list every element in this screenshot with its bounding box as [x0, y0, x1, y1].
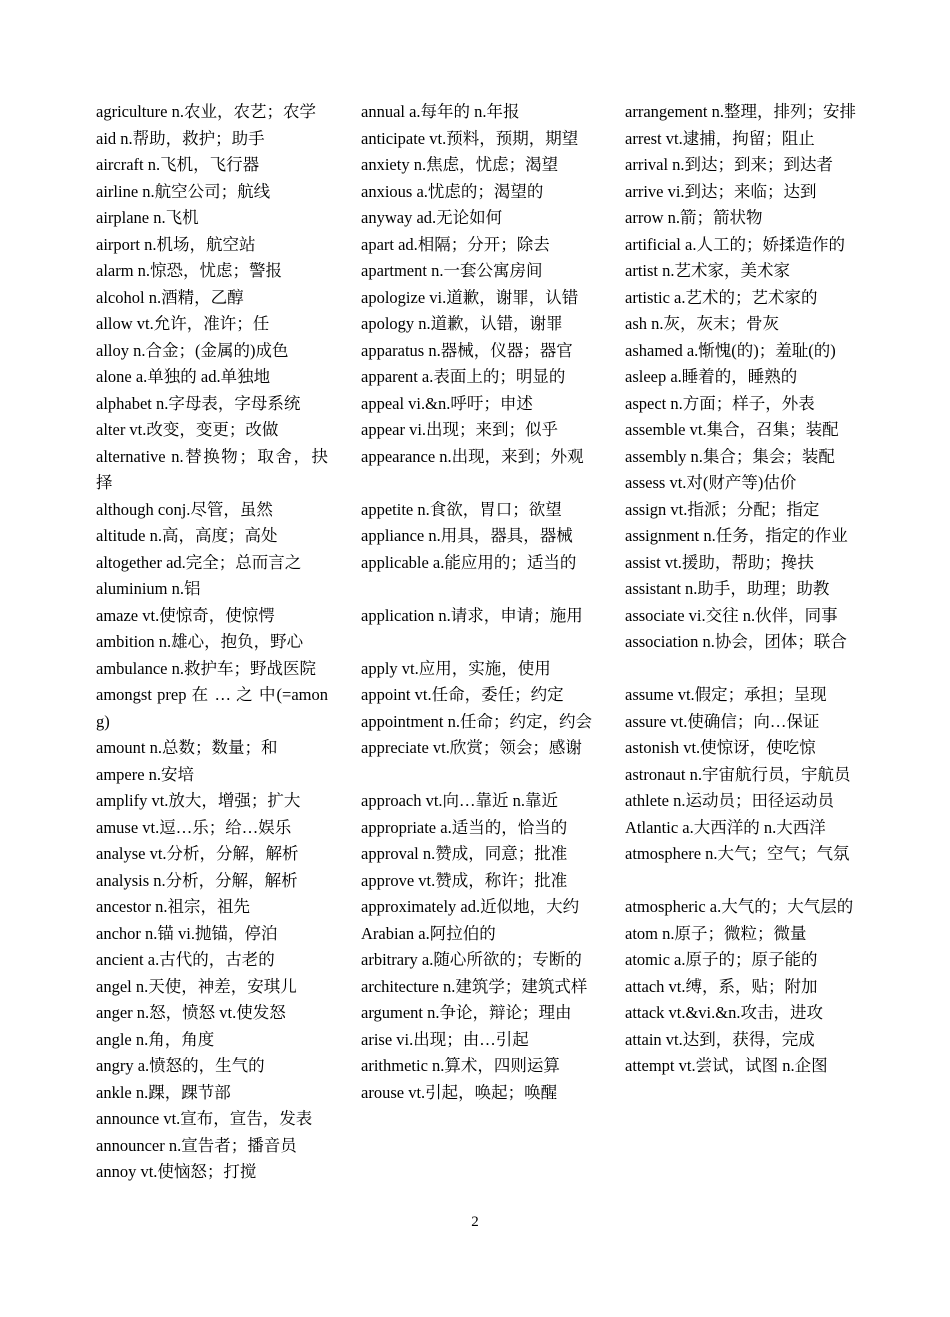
vocab-entry: announce vt.宣布，宣告，发表	[96, 1109, 313, 1128]
vocab-entry: approval n.赞成，同意；批准	[361, 844, 568, 863]
vocab-entry: asleep a.睡着的，睡熟的	[625, 367, 798, 386]
vocab-entry: angel n.天使，神差，安琪儿	[96, 976, 297, 996]
vocab-entry: architecture n.建筑学；建筑式样	[361, 976, 588, 996]
page-number: 2	[471, 1214, 479, 1230]
vocab-entry: aid n.帮助，救护；助手	[96, 128, 265, 148]
vocab-entry: angry a.愤怒的，生气的	[96, 1056, 265, 1075]
vocab-entry: assure vt.使确信；向…保证	[625, 711, 820, 731]
vocab-entry: aluminium n.铝	[96, 579, 201, 598]
vocab-entry: application n.请求，申请；施用	[361, 605, 583, 625]
blank-line	[361, 470, 593, 497]
vocab-entry: artificial a.人工的；娇揉造作的	[625, 234, 845, 254]
vocab-entry: atom n.原子；微粒；微量	[625, 923, 807, 943]
vocab-entry: angle n.角，角度	[96, 1029, 215, 1049]
vocab-entry: arrow n.箭；箭状物	[625, 208, 763, 227]
vocab-entry: attempt vt.尝试，试图 n.企图	[625, 1056, 828, 1075]
vocab-entry: although conj.尽管，虽然	[96, 499, 273, 519]
vocab-entry: alarm n.惊恐，忧虑；警报	[96, 261, 283, 280]
vocab-entry: atmospheric a.大气的；大气层的	[625, 897, 854, 916]
vocab-entry: alcohol n.酒精，乙醇	[96, 287, 244, 307]
vocab-entry: approve vt.赞成，称许；批准	[361, 870, 568, 890]
vocab-entry: appearance n.出现，来到；外观	[361, 446, 584, 466]
vocab-entry: arise vi.出现；由…引起	[361, 1029, 529, 1049]
vocab-entry: announcer n.宣告者；播音员	[96, 1135, 297, 1155]
vocab-entry: apply vt.应用，实施，使用	[361, 658, 551, 678]
vocab-entry: appear vi.出现；来到；似乎	[361, 420, 559, 439]
vocab-entry: arrangement n.整理，排列；安排	[625, 102, 856, 121]
vocab-entry: astonish vt.使惊讶，使吃惊	[625, 738, 816, 757]
vocab-entry: amount n.总数；数量；和	[96, 738, 278, 757]
vocab-entry: airplane n.飞机	[96, 208, 199, 227]
vocab-entry: attain vt.达到，获得，完成	[625, 1029, 815, 1049]
vocab-entry: altitude n.高，高度；高处	[96, 526, 278, 545]
vocab-entry: anticipate vt.预料，预期，期望	[361, 128, 579, 148]
vocab-entry: atomic a.原子的；原子能的	[625, 950, 818, 969]
vocab-entry: altogether ad.完全；总而言之	[96, 552, 302, 572]
vocab-entry: associate vi.交往 n.伙伴，同事	[625, 605, 838, 625]
vocab-entry: arbitrary a.随心所欲的；专断的	[361, 950, 582, 969]
vocab-entry: assembly n.集合；集会；装配	[625, 446, 835, 466]
vocab-entry: aspect n.方面；样子，外表	[625, 393, 815, 413]
vocab-entry: alloy n.合金；(金属的)成色	[96, 340, 289, 360]
blank-line	[361, 629, 593, 656]
vocab-entry: appreciate vt.欣赏；领会；感谢	[361, 738, 582, 757]
vocab-entry: applicable a.能应用的；适当的	[361, 552, 577, 572]
vocab-entry: appropriate a.适当的，恰当的	[361, 817, 568, 837]
blank-line	[361, 576, 593, 603]
vocab-entry: assemble vt.集合，召集；装配	[625, 420, 839, 439]
vocab-entry: aircraft n.飞机，飞行器	[96, 155, 260, 174]
vocab-entry: anxiety n.焦虑，忧虑；渴望	[361, 155, 559, 174]
vocab-entry: apartment n.一套公寓房间	[361, 261, 543, 280]
vocab-entry: approximately ad.近似地，大约	[361, 897, 580, 916]
vocab-entry: appliance n.用具，器具，器械	[361, 526, 573, 545]
vocab-entry: assistant n.助手，助理；助教	[625, 579, 830, 598]
column-3	[625, 99, 857, 1080]
vocab-entry: apology n.道歉，认错，谢罪	[361, 314, 563, 333]
vocab-entry: atmosphere n.大气；空气；气氛	[625, 844, 850, 863]
vocab-entry: astronaut n.宇宙航行员，宇航员	[625, 764, 851, 784]
vocab-entry: anchor n.锚 vi.抛锚，停泊	[96, 923, 278, 943]
vocab-entry: appoint vt.任命，委任；约定	[361, 685, 564, 704]
vocab-entry: agriculture n.农业，农艺；农学	[96, 102, 316, 121]
vocab-entry: assign vt.指派；分配；指定	[625, 499, 820, 519]
vocab-entry: approach vt.向…靠近 n.靠近	[361, 791, 559, 810]
vocab-entry: Atlantic a.大西洋的 n.大西洋	[625, 817, 826, 837]
vocab-entry: anxious a.忧虑的；渴望的	[361, 181, 544, 201]
vocab-entry: arrival n.到达；到来；到达者	[625, 155, 834, 174]
vocab-entry: analysis n.分析，分解，解析	[96, 870, 298, 890]
vocab-entry: attack vt.&vi.&n.攻击，进攻	[625, 1003, 823, 1022]
blank-line	[625, 656, 857, 683]
vocab-entry: airline n.航空公司；航线	[96, 181, 271, 201]
vocab-entry: anger n.怒，愤怒 vt.使发怒	[96, 1003, 286, 1022]
vocab-entry: association n.协会，团体；联合	[625, 632, 847, 651]
vocab-entry: amplify vt.放大，增强；扩大	[96, 791, 301, 810]
vocab-entry: arrest vt.逮捕，拘留；阻止	[625, 128, 815, 148]
vocab-entry: appointment n.任命；约定，约会	[361, 711, 592, 731]
vocab-entry: annual a.每年的 n.年报	[361, 102, 520, 121]
vocab-entry: arouse vt.引起，唤起；唤醒	[361, 1082, 558, 1102]
vocab-entry: amaze vt.使惊奇，使惊愕	[96, 605, 275, 625]
vocab-entry: apparent a.表面上的；明显的	[361, 367, 566, 386]
vocab-entry: ankle n.踝，踝节部	[96, 1082, 231, 1102]
vocab-entry: anyway ad.无论如何	[361, 208, 503, 227]
vocab-entry: assume vt.假定；承担；呈现	[625, 685, 827, 704]
vocab-entry: amongst prep 在 … 之 中(=among)	[96, 685, 328, 731]
vocab-entry: Arabian a.阿拉伯的	[361, 923, 496, 943]
vocab-entry: appetite n.食欲，胃口；欲望	[361, 499, 562, 519]
vocab-entry: ambulance n.救护车；野战医院	[96, 658, 316, 678]
vocab-entry: assist vt.援助，帮助；搀扶	[625, 552, 814, 572]
vocab-entry: assess vt.对(财产等)估价	[625, 473, 797, 492]
vocab-entry: athlete n.运动员；田径运动员	[625, 791, 834, 810]
column-1	[96, 99, 328, 1186]
vocab-entry: appeal vi.&n.呼吁；申述	[361, 393, 533, 413]
blank-line	[625, 868, 857, 895]
vocab-entry: ashamed a.惭愧(的)；羞耻(的)	[625, 340, 836, 360]
blank-line	[361, 762, 593, 789]
vocab-entry: alone a.单独的 ad.单独地	[96, 367, 271, 386]
vocab-entry: alphabet n.字母表，字母系统	[96, 393, 301, 413]
vocab-entry: airport n.机场，航空站	[96, 234, 256, 254]
vocab-entry: apparatus n.器械，仪器；器官	[361, 340, 573, 360]
vocab-entry: annoy vt.使恼怒；打搅	[96, 1162, 257, 1181]
vocab-entry: arrive vi.到达；来临；达到	[625, 181, 817, 201]
vocab-entry: argument n.争论，辩论；理由	[361, 1003, 572, 1022]
column-2	[361, 99, 593, 1106]
vocab-entry: ash n.灰，灰末；骨灰	[625, 314, 779, 333]
vocab-entry: ambition n.雄心，抱负，野心	[96, 632, 304, 651]
vocab-entry: ancient a.古代的，古老的	[96, 950, 275, 969]
vocab-entry: alter vt.改变，变更；改做	[96, 420, 279, 439]
vocab-entry: ampere n.安培	[96, 764, 195, 784]
vocab-entry: analyse vt.分析，分解，解析	[96, 844, 299, 863]
vocab-entry: arithmetic n.算术，四则运算	[361, 1056, 560, 1075]
vocab-entry: apologize vi.道歉，谢罪，认错	[361, 287, 579, 307]
vocab-entry: assignment n.任务，指定的作业	[625, 526, 848, 545]
vocab-entry: apart ad.相隔；分开；除去	[361, 234, 550, 254]
vocab-entry: attach vt.缚，系，贴；附加	[625, 976, 818, 996]
vocab-entry: allow vt.允许，准许；任	[96, 314, 270, 333]
vocab-entry: alternative n.替换物；取舍，抉择	[96, 446, 328, 492]
vocab-entry: artistic a.艺术的；艺术家的	[625, 287, 818, 307]
vocab-entry: amuse vt.逗…乐；给…娱乐	[96, 817, 292, 837]
vocab-entry: ancestor n.祖宗，祖先	[96, 897, 250, 916]
vocab-entry: artist n.艺术家，美术家	[625, 261, 790, 280]
